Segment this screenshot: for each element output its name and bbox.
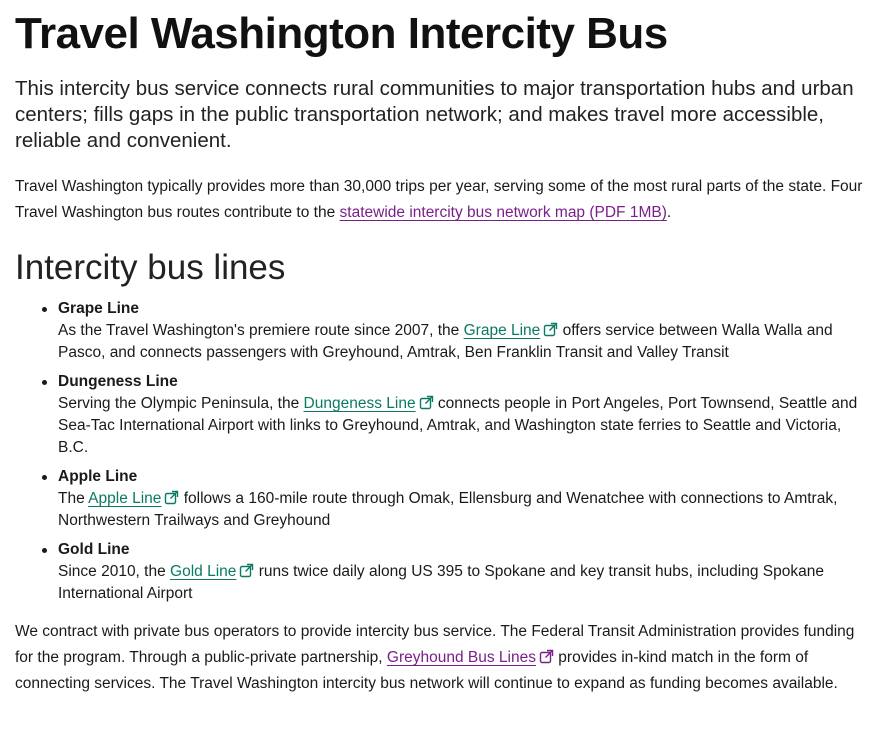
external-link-icon: [239, 563, 254, 578]
line-description: [58, 488, 866, 532]
closing-text: We contract with private bus operators to provide intercity bus service. The Federal Transit Administration provides funding for the program. Through a public-private partnership,: [15, 623, 855, 666]
line-desc-text: connects people in Port Angeles, Port Townsend, Seattle and Sea-Tac International Airport with links to Greyhound, Amtrak, and Washington state ferries to Seattle and Victoria, B.C.: [58, 395, 858, 456]
line-desc-text: offers service between Walla Walla and Pasco, and connects passengers with Greyhound, Amtrak, Ben Franklin Transit and Valley Transit: [58, 322, 833, 361]
line-desc-text: Since 2010, the: [58, 563, 171, 580]
apple-line-link[interactable]: [88, 490, 179, 507]
line-desc-text: The: [58, 490, 89, 507]
intro-paragraph: [15, 174, 866, 226]
greyhound-link[interactable]: [387, 649, 554, 666]
intro-lead: This intercity bus service connects rural communities to major transportation hubs and urban centers; fills gaps in the public transportation network; and makes travel more accessible, reliable and convenient.: [15, 77, 854, 152]
line-name: Dungeness Line: [58, 373, 178, 390]
external-link-icon: [164, 490, 179, 505]
page-title: Travel Washington Intercity Bus: [15, 9, 668, 58]
section-heading: Intercity bus lines: [15, 248, 286, 287]
line-desc-text: follows a 160-mile route through Omak, Ellensburg and Wenatchee with connections to Amtrak, Northwestern Trailways and Greyhound: [58, 490, 838, 529]
line-name: Apple Line: [58, 468, 138, 485]
list-item-dungeness-line: [58, 371, 866, 459]
line-name: Gold Line: [58, 541, 130, 558]
external-link-icon: [539, 649, 554, 664]
list-item-grape-line: [58, 298, 866, 364]
intro-text: Travel Washington typically provides more than 30,000 trips per year, serving some of the most rural parts of the state. Four Travel Washington bus routes contribute to the: [15, 178, 863, 221]
intro-text-end: .: [666, 204, 672, 221]
external-link-icon: [419, 395, 434, 410]
closing-paragraph: [15, 619, 866, 697]
line-desc-text: Serving the Olympic Peninsula, the: [58, 395, 304, 412]
greyhound-link-label: Greyhound Bus Lines: [386, 649, 536, 666]
list-item-apple-line: [58, 466, 866, 532]
line-name: Grape Line: [58, 300, 139, 317]
line-desc-text: runs twice daily along US 395 to Spokane and key transit hubs, including Spokane International Airport: [58, 563, 824, 602]
bus-lines-list: [15, 298, 866, 605]
line-description: [58, 561, 866, 605]
dungeness-line-link[interactable]: [304, 395, 434, 412]
network-map-link[interactable]: statewide intercity bus network map (PDF 1MB): [339, 204, 667, 221]
external-link-icon: [543, 322, 558, 337]
gold-line-link-label: Gold Line: [170, 563, 237, 580]
line-description: [58, 393, 866, 459]
gold-line-link[interactable]: [170, 563, 254, 580]
line-description: [58, 320, 866, 364]
line-desc-text: As the Travel Washington's premiere route since 2007, the: [58, 322, 464, 339]
apple-line-link-label: Apple Line: [88, 490, 162, 507]
list-item-gold-line: [58, 539, 866, 605]
dungeness-line-link-label: Dungeness Line: [303, 395, 416, 412]
grape-line-link-label: Grape Line: [463, 322, 541, 339]
closing-text-end: provides in-kind match in the form of connecting services. The Travel Washington intercity bus network will continue to expand as funding becomes available.: [15, 649, 838, 692]
grape-line-link[interactable]: [464, 322, 559, 339]
